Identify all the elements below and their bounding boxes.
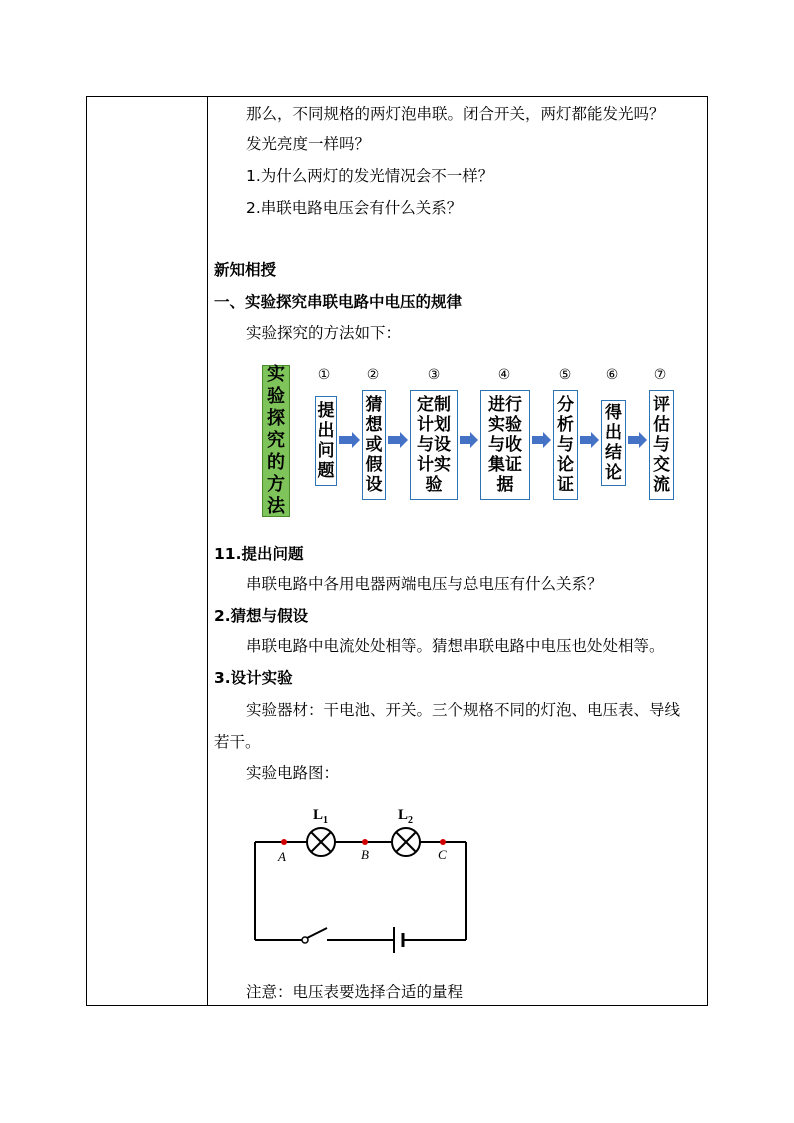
section-1-text: 串联电路中各用电器两端电压与总电压有什么关系？ — [246, 575, 603, 593]
step-5-number: ⑤ — [558, 367, 572, 383]
step-3-number: ③ — [427, 367, 441, 383]
step-7-number: ⑦ — [653, 367, 667, 383]
point-a-label: A — [278, 849, 286, 864]
step-4-box: 进行实验与收集证据 — [480, 390, 530, 500]
section-3-title: 3.设计实验 — [214, 669, 293, 687]
section-3-text-b: 若干。 — [214, 733, 261, 751]
step-6-number: ⑥ — [605, 367, 619, 383]
section-3-text-a: 实验器材：干电池、开关。三个规格不同的灯泡、电压表、导线 — [246, 701, 681, 719]
section-1-title: 11.提出问题 — [214, 545, 304, 563]
point-c-dot — [440, 839, 446, 845]
section-new-knowledge: 新知相授 — [214, 261, 277, 279]
lamp-l1-label: $L_1$ — [313, 807, 329, 826]
switch-blade — [307, 928, 327, 938]
step-2-number: ② — [366, 367, 380, 383]
circuit-label: 实验电路图： — [246, 764, 340, 782]
question-2: 2.串联电路电压会有什么关系？ — [246, 199, 463, 217]
step-6-box: 得出结论 — [601, 400, 626, 486]
step-3-box: 定制计划与设计实验 — [410, 390, 458, 500]
section-2-title: 2.猜想与假设 — [214, 607, 309, 625]
point-b-label: B — [361, 847, 369, 862]
section-2-text: 串联电路中电流处处相等。猜想串联电路中电压也处处相等。 — [246, 637, 665, 655]
step-4-number: ④ — [497, 367, 511, 383]
intro-line-2: 发光亮度一样吗？ — [246, 135, 371, 153]
point-b-dot — [362, 839, 368, 845]
intro-line-1: 那么，不同规格的两灯泡串联。闭合开关，两灯都能发光吗？ — [246, 105, 665, 123]
note-text: 注意：电压表要选择合适的量程 — [246, 983, 464, 1001]
switch-pivot — [302, 937, 308, 943]
step-5-box: 分析与论证 — [553, 390, 578, 500]
flow-side-label: 实验探究的方法 — [262, 365, 290, 517]
step-7-box: 评估与交流 — [649, 390, 674, 500]
lamp-l2-label: $L_2$ — [398, 807, 414, 826]
point-c-label: C — [438, 847, 447, 862]
step-2-box: 猜想或假设 — [362, 390, 386, 500]
step-1-box: 提出问题 — [315, 396, 337, 486]
section-title: 一、实验探究串联电路中电压的规律 — [214, 293, 463, 311]
method-intro: 实验探究的方法如下： — [246, 324, 402, 342]
point-a-dot — [281, 839, 287, 845]
step-1-number: ① — [317, 367, 331, 383]
question-1: 1.为什么两灯的发光情况会不一样？ — [246, 167, 494, 185]
